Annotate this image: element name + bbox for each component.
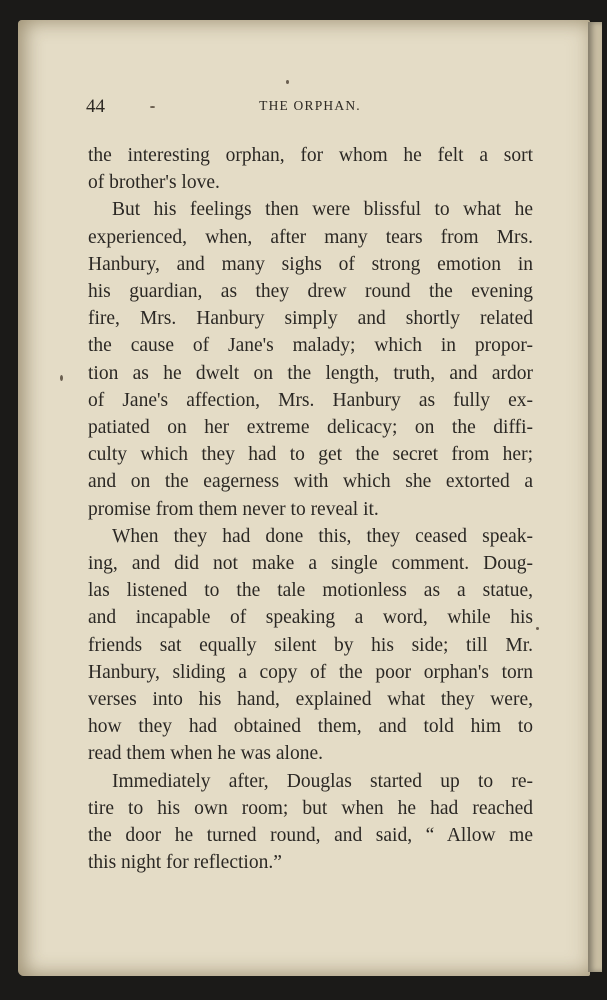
body-text — [88, 142, 533, 876]
ink-speck — [286, 80, 289, 84]
text-line: las listened to the tale motionless as a statue, — [88, 580, 533, 602]
text-line: But his feelings then were blissful to what he — [112, 199, 533, 221]
text-line: Hanbury, sliding a copy of the poor orphan's torn — [88, 661, 533, 683]
text-line: verses into his hand, explained what they were, — [88, 689, 533, 711]
text-line: the interesting orphan, for whom he felt a sort — [88, 145, 533, 166]
page-edge — [588, 22, 602, 972]
running-head: THE ORPHAN. — [259, 98, 361, 113]
text-line: read them when he was alone. — [88, 743, 323, 765]
text-line: how they had obtained them, and told him to — [88, 716, 533, 738]
text-line: tion as he dwelt on the length, truth, and ardor — [88, 362, 533, 384]
text-line: this night for reflection.” — [88, 852, 282, 874]
page-number: 44 — [86, 96, 105, 117]
text-line: fire, Mrs. Hanbury simply and shortly related — [88, 308, 533, 330]
text-line: Hanbury, and many sighs of strong emotion in — [88, 253, 533, 275]
text-line: ing, and did not make a single comment. Doug- — [88, 553, 533, 575]
text-line: experienced, when, after many tears from Mrs. — [88, 226, 533, 248]
text-line: patiated on her extreme delicacy; on the diffi- — [88, 417, 533, 439]
ink-speck — [60, 375, 63, 381]
text-line: friends sat equally silent by his side; till Mr. — [88, 634, 533, 656]
ink-speck — [536, 627, 539, 630]
text-line: of Jane's affection, Mrs. Hanbury as fully ex- — [88, 389, 533, 411]
text-line: and incapable of speaking a word, while his — [88, 607, 533, 629]
text-line: of brother's love. — [88, 172, 220, 194]
text-line: tire to his own room; but when he had reached — [88, 797, 533, 819]
text-line: promise from them never to reveal it. — [88, 498, 379, 520]
ink-speck — [150, 106, 155, 108]
text-line: When they had done this, they ceased speak- — [112, 525, 533, 547]
text-line: culty which they had to get the secret from her; — [88, 444, 533, 466]
text-line: Immediately after, Douglas started up to re- — [112, 770, 533, 792]
text-line: his guardian, as they drew round the evening — [88, 281, 533, 303]
text-line: the cause of Jane's malady; which in propor- — [88, 335, 533, 357]
text-line: and on the eagerness with which she extorted a — [88, 471, 533, 493]
text-line: the door he turned round, and said, “ Allow me — [88, 825, 533, 847]
